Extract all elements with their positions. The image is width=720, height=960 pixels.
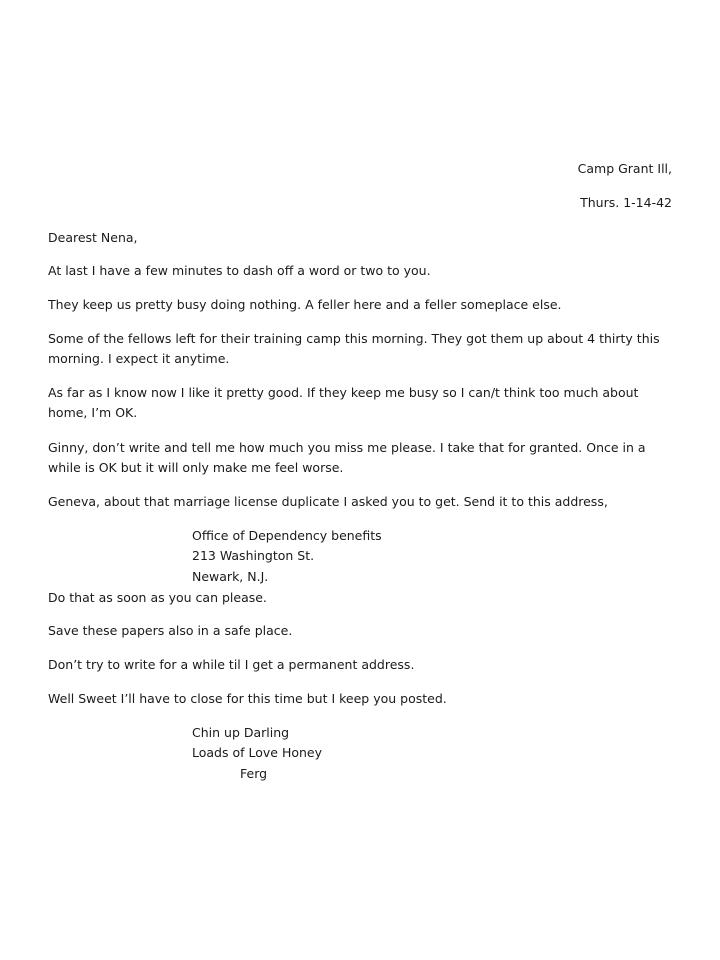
paragraph-1: At last I have a few minutes to dash off a word or two to you. bbox=[48, 263, 431, 278]
signoff-line-2: Loads of Love Honey bbox=[192, 745, 323, 760]
address-line-3: Newark, N.J. bbox=[192, 569, 269, 584]
paragraph-6: Geneva, about that marriage license duplicate I asked you to get. Send it to this address, bbox=[48, 494, 608, 509]
closing-paragraph-1: Do that as soon as you can please. bbox=[48, 590, 267, 605]
signoff-line-1: Chin up Darling bbox=[192, 725, 290, 740]
address-line-2: 213 Washington St. bbox=[192, 548, 315, 563]
salutation: Dearest Nena, bbox=[48, 230, 138, 245]
closing-paragraph-2: Save these papers also in a safe place. bbox=[48, 623, 293, 638]
address-line-1: Office of Dependency benefits bbox=[192, 528, 382, 543]
signature-name: Ferg bbox=[240, 766, 268, 781]
heading-date: Thurs. 1-14-42 bbox=[580, 195, 672, 210]
paragraph-3: Some of the fellows left for their training camp this morning. They got them up about 4 thirty this morning. I expect it anytime. bbox=[48, 331, 660, 366]
heading-place: Camp Grant Ill, bbox=[577, 161, 672, 176]
closing-paragraph-3: Don’t try to write for a while til I get a permanent address. bbox=[48, 657, 415, 672]
paragraph-2: They keep us pretty busy doing nothing. A feller here and a feller someplace else. bbox=[48, 297, 562, 312]
paragraph-5: Ginny, don’t write and tell me how much you miss me please. I take that for granted. Once in a while is OK but it will only make me feel worse. bbox=[48, 440, 646, 475]
closing-paragraph-4: Well Sweet I’ll have to close for this time but I keep you posted. bbox=[48, 691, 447, 706]
paragraph-4: As far as I know now I like it pretty good. If they keep me busy so I can/t think too much about home, I’m OK. bbox=[48, 385, 639, 420]
